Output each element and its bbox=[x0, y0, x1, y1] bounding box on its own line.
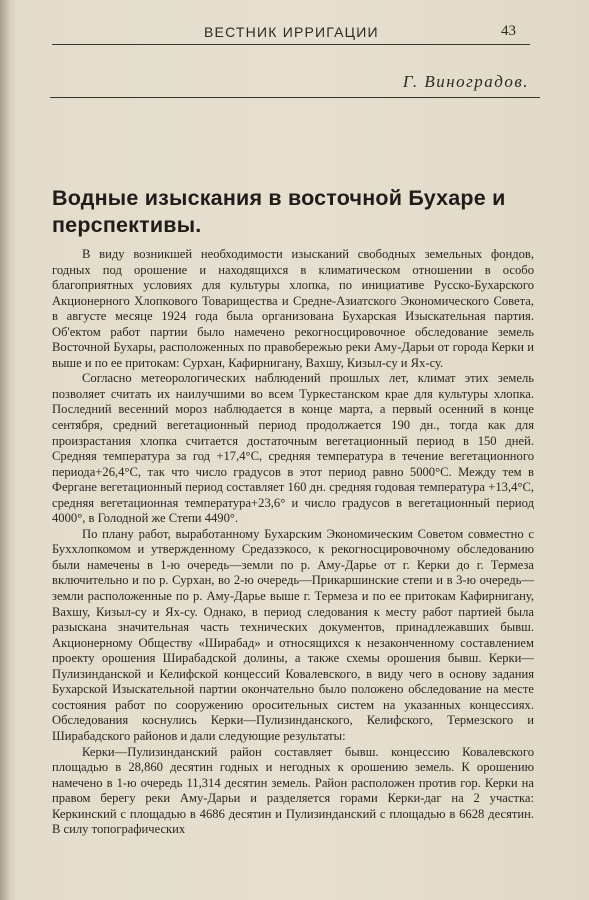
paragraph: В виду возникшей необходимости изысканий свободных земельных фондов, годных под орошение и находящихся в климатическом отношении в особо благоприятных условиях для культуры хлопка, по инициативе Русско-Бухарского Акционерного Хлопкового Товарищества и Средне-Азиатского Экономического Совета, в августе месяце 1924 года была организована Бухарская Изыскательная партия. Об'ектом работ партии было намечено рекогносцировочное обследование земель Восточной Бухары, расположенных по правобережью реки Аму-Дарьи от города Керки и выше и по ее притокам: Сурхан, Кафирнигану, Вахшу, Кизыл-су и Ях-су. bbox=[52, 247, 534, 370]
author-signature: Г. Виноградов. bbox=[402, 72, 529, 91]
article-body bbox=[52, 247, 534, 838]
paragraph: По плану работ, выработанному Бухарским Экономическим Советом совместно с Буххлопкомом и утвержденному Средазэкосо, к рекогносцировочному обследованию были намечены в 1-ю очередь—земли по р. Аму-Дарье от г. Керки до г. Термеза включительно и по р. Сурхан, во 2-ю очередь—Прикаршинские степи и в 3-ю очередь—земли расположенные по р. Аму-Дарье выше г. Термеза и по ее притокам Кафирнигану, Вахшу, Кизыл-су и Ях-су. Однако, в период следования к месту работ партией была разыскана значительная часть технических документов, принадлежавших бывш. Акционерному Обществу «Ширабад» и относящихся к незаконченному составлением проекту орошения Ширабадской долины, а также схемы орошения бывш. Керки—Пулизинданской и Келифской концессий Ковалевского, в виду чего в основу задания Бухарской Изыскательной партии окончательно было положено обследование на месте состояния работ по сооружению оросительных систем на указанных концессиях. Обследования коснулись Керки—Пулизинданского, Келифского, Термезского и Ширабадского районов и дали следующие результаты: bbox=[52, 526, 534, 743]
paragraph: Согласно метеорологических наблюдений прошлых лет, климат этих земель позволяет считать их наилучшими во всем Туркестанском крае для культуры хлопка. Последний весенний мороз наблюдается в конце марта, а первый осенний в конце сентября, средний вегетационный период продолжается 190 дн., тогда как для произрастания хлопка считается достаточным вегетационный период в 150 дней. Средняя температура за год +17,4°С, средняя температура в течение вегетационного периода+26,4°С, так что число градусов в этот период равно 5000°С. Между тем в Фергане вегетационный период составляет 160 дн. средняя годовая температура +13,4°С, средняя вегетационная температура+23,6° и число градусов в вегетационный период 4000°, в Голодной же Степи 4490°. bbox=[52, 371, 534, 526]
article-title: Водные изыскания в восточной Бухаре и перспективы. bbox=[52, 186, 506, 237]
page-edge-shadow bbox=[0, 0, 10, 900]
section-divider bbox=[50, 97, 540, 98]
page-number: 43 bbox=[501, 23, 516, 39]
paragraph: Керки—Пулизинданский район составляет бывш. концессию Ковалевского площадью в 28,860 десятин годных и негодных к орошению земель. К орошению намечено в 1-ю очередь 11,314 десятин земель. Район расположен против гор. Керки на правом берегу реки Аму-Дарьи и разделяется горами Керки-даг на 2 участка: Керкинский с площадью в 4686 десятин и Пулизинданский с площадью в 6628 десятин. В силу топографических bbox=[52, 744, 534, 837]
journal-title: ВЕСТНИК ИРРИГАЦИИ bbox=[204, 24, 379, 40]
running-header bbox=[52, 22, 530, 45]
